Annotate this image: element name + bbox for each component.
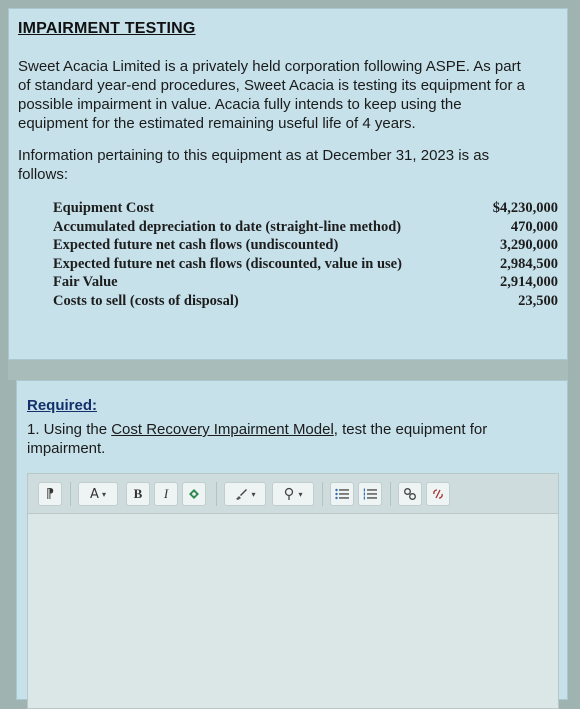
paragraph-format-button[interactable] [38, 482, 62, 506]
bold-button[interactable] [126, 482, 150, 506]
required-panel [16, 380, 568, 700]
chevron-down-icon: ▾ [298, 489, 303, 499]
intro-line: of standard year-end procedures, Sweet Acacia is testing its equipment for a [18, 77, 525, 94]
panel-divider [8, 360, 568, 380]
required-item-line: impairment. [27, 440, 106, 457]
table-row [53, 292, 558, 311]
bullet-list-icon [335, 488, 349, 500]
required-item-line [27, 420, 547, 439]
image-icon [188, 488, 200, 500]
problem-title: IMPAIRMENT TESTING [18, 20, 196, 37]
italic-button[interactable] [154, 482, 178, 506]
row-value: 23,500 [518, 292, 558, 309]
pin-icon [283, 487, 295, 501]
insert-link-button[interactable] [398, 482, 422, 506]
table-row [53, 218, 558, 237]
remove-link-button[interactable] [426, 482, 450, 506]
intro-line: Sweet Acacia Limited is a privately held corporation following ASPE. As part [18, 58, 521, 75]
required-item-prefix: 1. Using the [27, 421, 112, 438]
row-value: $4,230,000 [492, 200, 558, 216]
row-value: 2,984,500 [500, 255, 558, 272]
row-label: Accumulated depreciation to date (straight-line method) [53, 218, 402, 235]
intro-line: possible impairment in value. Acacia fully intends to keep using the [18, 96, 462, 113]
row-value: 3,290,000 [500, 237, 558, 253]
brush-icon [234, 487, 248, 501]
table-row [53, 199, 558, 218]
numbered-list-icon [363, 488, 377, 500]
chevron-down-icon: ▾ [101, 489, 106, 499]
required-title-text: Required [27, 397, 93, 414]
table-row [53, 273, 558, 292]
required-item-suffix: , test the equipment for [333, 421, 488, 438]
numbered-list-button[interactable] [358, 482, 382, 506]
insert-image-button[interactable] [182, 482, 206, 506]
row-label: Costs to sell (costs of disposal) [53, 292, 239, 309]
info-text [18, 146, 538, 184]
toolbar-separator [322, 482, 323, 506]
row-label: Expected future net cash flows (undiscounted) [53, 237, 339, 253]
cost-recovery-model-link[interactable]: Cost Recovery Impairment Model [111, 421, 334, 438]
font-color-icon: A [90, 486, 99, 502]
row-label: Expected future net cash flows (discounted, value in use) [53, 255, 402, 272]
row-label: Equipment Cost [53, 200, 155, 216]
required-item [27, 420, 547, 458]
editor-toolbar [28, 474, 558, 514]
chevron-down-icon: ▾ [251, 489, 256, 499]
problem-intro [18, 57, 558, 133]
row-value: 470,000 [510, 218, 558, 235]
required-title-colon: : [92, 397, 98, 414]
table-row [53, 255, 558, 274]
info-line: Information pertaining to this equipment as at December 31, 2023 is as [18, 147, 490, 164]
answer-text-area[interactable] [28, 514, 558, 708]
font-color-button[interactable] [78, 482, 118, 506]
insert-special-button[interactable] [272, 482, 314, 506]
bold-icon: B [133, 486, 143, 501]
table-row [53, 236, 558, 255]
info-line: follows: [18, 166, 69, 183]
bullet-list-button[interactable] [330, 482, 354, 506]
toolbar-separator [390, 482, 391, 506]
highlight-button[interactable] [224, 482, 266, 506]
toolbar-separator [70, 482, 71, 506]
answer-editor [27, 473, 559, 709]
italic-icon: I [163, 486, 169, 501]
row-value: 2,914,000 [500, 274, 558, 290]
row-label: Fair Value [53, 274, 118, 290]
link-icon [403, 487, 417, 501]
required-title [27, 397, 97, 414]
unlink-icon [431, 487, 445, 501]
paragraph-icon: ⁋ [45, 486, 55, 502]
toolbar-separator [216, 482, 217, 506]
intro-line: equipment for the estimated remaining useful life of 4 years. [18, 115, 416, 132]
financial-data-table [53, 199, 558, 310]
problem-panel [8, 8, 568, 360]
